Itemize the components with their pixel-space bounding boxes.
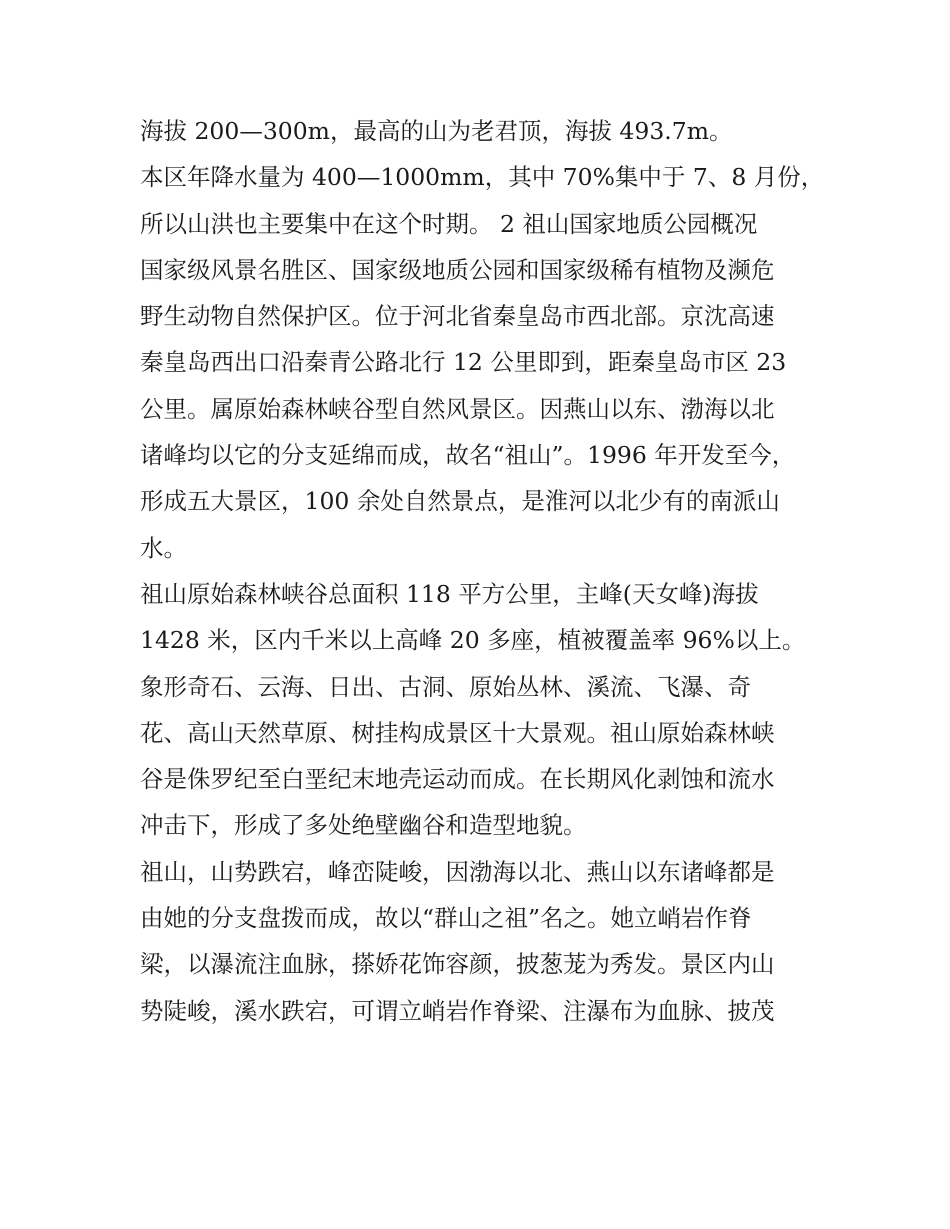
text-line: 花、高山天然草原、树挂构成景区十大景观。祖山原始森林峡 [140, 718, 775, 747]
text-line: 祖山原始森林峡谷总面积 118 平方公里，主峰(天女峰)海拔 [140, 579, 759, 608]
body-text [140, 108, 825, 1034]
text-line: 海拔 200—300m，最高的山为老君顶，海拔 493.7m。 [140, 117, 733, 145]
text-line: 谷是侏罗纪至白垩纪末地壳运动而成。在长期风化剥蚀和流水 [140, 765, 775, 794]
text-line: 象形奇石、云海、日出、古洞、原始丛林、溪流、飞瀑、奇 [140, 672, 751, 701]
text-line: 秦皇岛西出口沿秦青公路北行 12 公里即到，距秦皇岛市区 23 [140, 348, 787, 377]
text-line: 形成五大景区，100 余处自然景点，是淮河以北少有的南派山 [140, 487, 780, 516]
text-line: 诸峰均以它的分支延绵而成，故名“祖山”。1996 年开发至今， [140, 441, 796, 470]
text-line: 国家级风景名胜区、国家级地质公园和国家级稀有植物及濒危 [140, 255, 775, 284]
text-line: 1428 米，区内千米以上高峰 20 多座，植被覆盖率 96%以上。 [140, 626, 806, 655]
text-line: 势陡峻，溪水跌宕，可谓立峭岩作脊梁、注瀑布为血脉、披茂 [140, 996, 775, 1025]
text-line: 公里。属原始森林峡谷型自然风景区。因燕山以东、渤海以北 [140, 394, 775, 423]
text-line: 梁，以瀑流注血脉，搽娇花饰容颜，披葱茏为秀发。景区内山 [140, 950, 775, 979]
text-line: 所以山洪也主要集中在这个时期。 2 祖山国家地质公园概况 [140, 209, 758, 238]
text-line: 水。 [140, 533, 187, 562]
text-line: 由她的分支盘拨而成，故以“群山之祖”名之。她立峭岩作脊 [140, 904, 752, 933]
text-line: 祖山，山势跌宕，峰峦陡峻，因渤海以北、燕山以东诸峰都是 [140, 857, 775, 886]
text-line: 野生动物自然保护区。位于河北省秦皇岛市西北部。京沈高速 [140, 302, 775, 331]
text-line: 本区年降水量为 400—1000mm，其中 70%集中于 7、8 月份， [140, 163, 825, 192]
text-line: 冲击下，形成了多处绝壁幽谷和造型地貌。 [140, 811, 587, 840]
